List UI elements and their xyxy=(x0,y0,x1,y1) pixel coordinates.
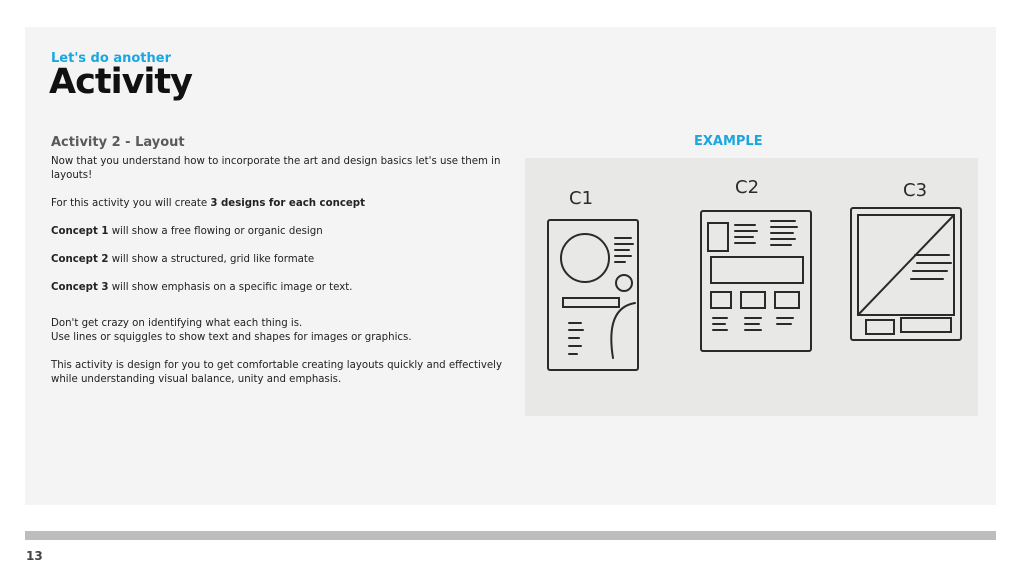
intro-paragraph: Now that you understand how to incorporate the art and design basics let's use them in layouts! xyxy=(51,156,501,181)
concept-2-label: Concept 2 xyxy=(51,254,109,265)
concept-3-text: will show emphasis on a specific image or text. xyxy=(108,282,353,293)
note-line-2: Use lines or squiggles to show text and shapes for images or graphics. xyxy=(51,332,412,343)
concept-1-paragraph xyxy=(51,225,511,239)
page-number: 13 xyxy=(26,549,43,563)
slide-kicker: Let's do another xyxy=(51,51,171,66)
create-bold: 3 designs for each concept xyxy=(210,198,365,209)
sketch-label-c2: C2 xyxy=(735,177,760,198)
example-sketch-photo xyxy=(525,158,978,416)
create-paragraph xyxy=(51,197,511,211)
create-prefix: For this activity you will create xyxy=(51,198,211,209)
sketch-drawing xyxy=(525,158,978,416)
concept-3-label: Concept 3 xyxy=(51,282,109,293)
example-label: EXAMPLE xyxy=(694,134,763,149)
sketch-label-c1: C1 xyxy=(569,188,594,209)
sketch-c2 xyxy=(701,211,811,351)
concept-3-paragraph xyxy=(51,281,511,295)
concept-2-paragraph xyxy=(51,253,511,267)
activity-instructions xyxy=(51,155,511,387)
concept-2-text: will show a structured, grid like formate xyxy=(108,254,315,265)
concept-1-label: Concept 1 xyxy=(51,226,109,237)
concept-1-text: will show a free flowing or organic design xyxy=(108,226,323,237)
sketch-c1 xyxy=(548,220,638,370)
sketch-c3 xyxy=(851,208,961,340)
activity-heading: Activity 2 - Layout xyxy=(51,135,185,150)
note-line-1: Don't get crazy on identifying what each thing is. xyxy=(51,318,303,329)
closing-paragraph: This activity is design for you to get comfortable creating layouts quickly and effectively while understanding visual balance, unity and emphasis. xyxy=(51,360,502,385)
slide-title: Activity xyxy=(49,62,192,102)
footer-bar xyxy=(25,531,996,540)
sketch-label-c3: C3 xyxy=(903,180,928,201)
